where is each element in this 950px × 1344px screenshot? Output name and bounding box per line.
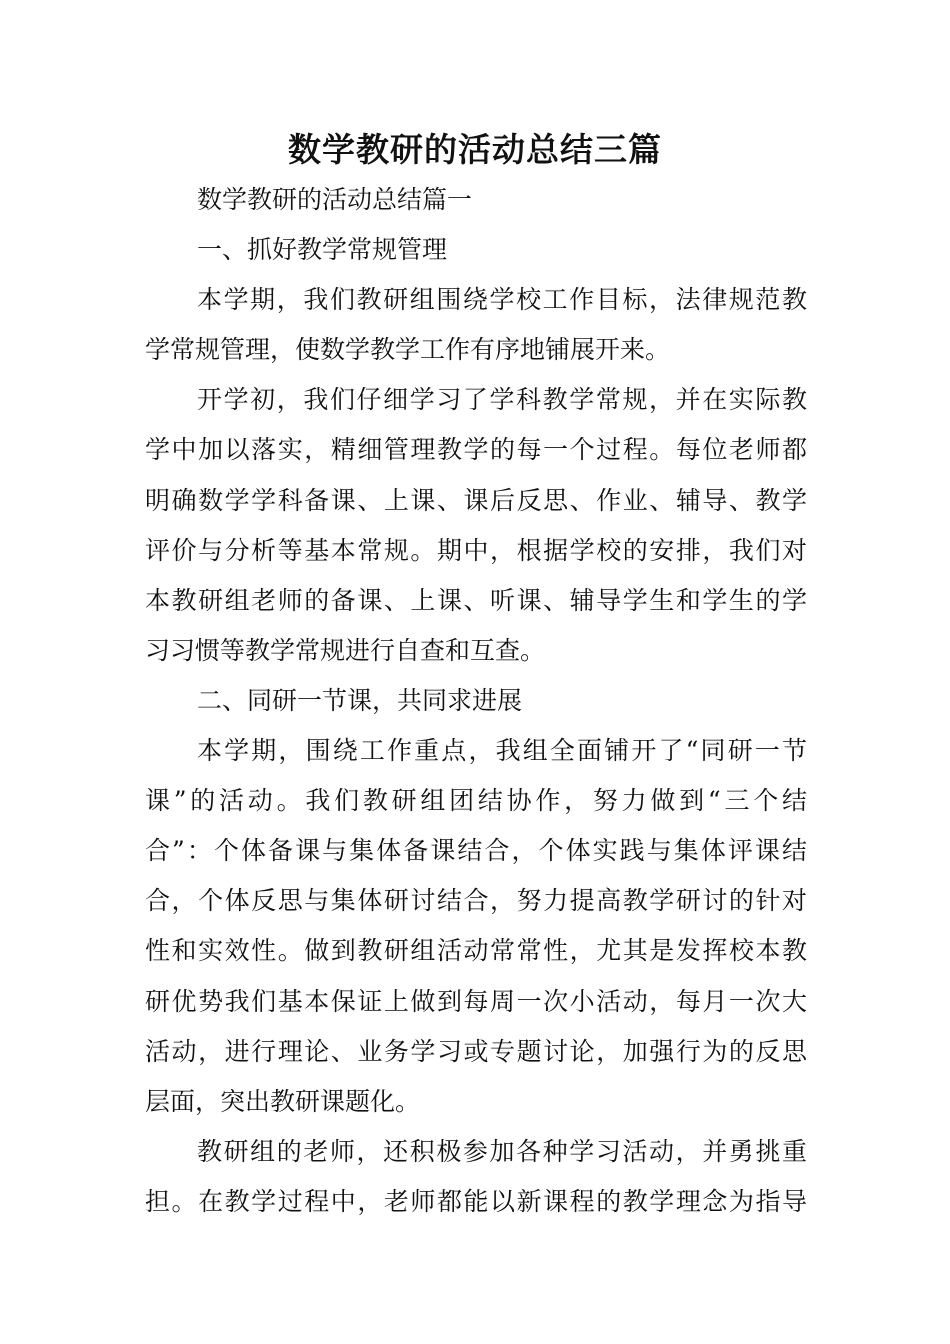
text-line: 习习惯等教学常规进行自查和互查。 [145,635,546,665]
text-line: 担。在教学过程中，老师都能以新课程的教学理念为指导 [145,1186,807,1216]
text-line: 活动，进行理论、业务学习或专题讨论，加强行为的反思 [145,1036,807,1066]
text-line: 性和实效性。做到教研组活动常常性，尤其是发挥校本教 [145,936,807,966]
text-line: 学常规管理，使数学教学工作有序地铺展开来。 [145,335,671,365]
text-line: 本学期，围绕工作重点，我组全面铺开了“同研一节 [197,736,807,766]
text-line: 本学期，我们教研组围绕学校工作目标，法律规范教 [197,285,807,315]
text-line: 合，个体反思与集体研讨结合，努力提高教学研讨的针对 [145,886,807,916]
document-title: 数学教研的活动总结三篇 [288,130,662,169]
text-line: 教研组的老师，还积极参加各种学习活动，并勇挑重 [197,1136,807,1166]
text-line: 一、抓好教学常规管理 [197,235,448,265]
document-body [145,175,807,1227]
text-line: 评价与分析等基本常规。期中，根据学校的安排，我们对 [145,535,807,565]
text-line: 研优势我们基本保证上做到每周一次小活动，每月一次大 [145,986,807,1016]
text-line: 本教研组老师的备课、上课、听课、辅导学生和学生的学 [145,585,807,615]
text-line: 明确数学学科备课、上课、课后反思、作业、辅导、教学 [145,485,807,515]
text-line: 合”：个体备课与集体备课结合，个体实践与集体评课结 [145,836,807,866]
text-line: 层面，突出教研课题化。 [145,1086,421,1116]
text-line: 学中加以落实，精细管理教学的每一个过程。每位老师都 [145,435,807,465]
text-line: 开学初，我们仔细学习了学科教学常规，并在实际教 [197,385,807,415]
text-line: 课”的活动。我们教研组团结协作，努力做到“三个结 [145,786,807,816]
text-line: 数学教研的活动总结篇一 [197,185,473,214]
text-line: 二、同研一节课，共同求进展 [197,685,523,715]
